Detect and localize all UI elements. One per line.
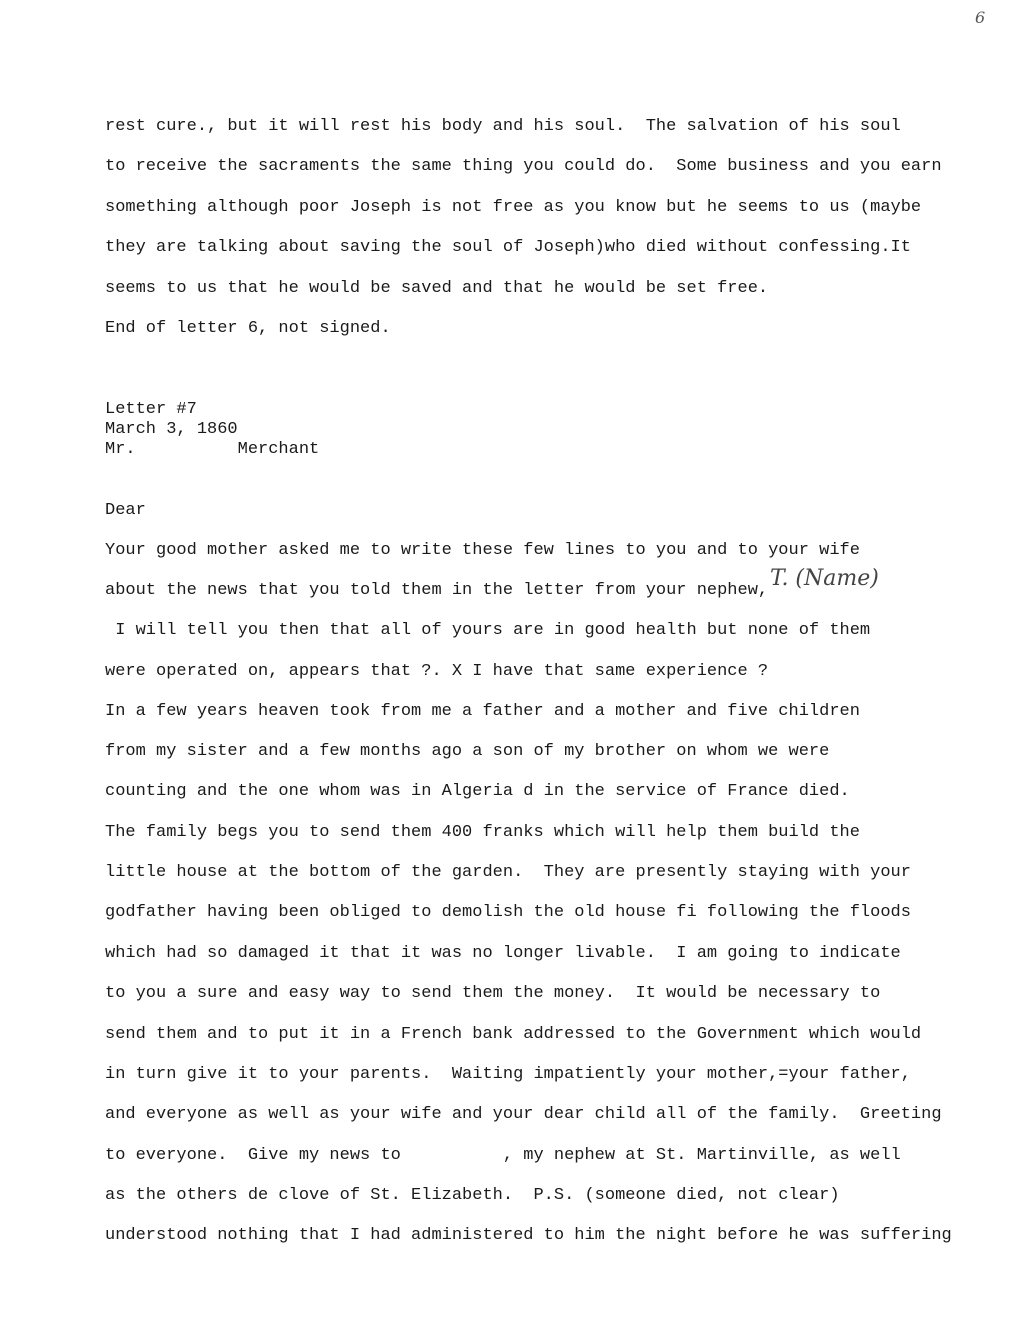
text-line: something although poor Joseph is not free as you know but he seems to us (maybe bbox=[105, 198, 922, 217]
text-line: rest cure., but it will rest his body and his soul. The salvation of his soul bbox=[105, 117, 901, 136]
body-line: were operated on, appears that ?. X I have that same experience ? bbox=[105, 662, 769, 681]
body-line: as the others de clove of St. Elizabeth. P.S. (someone died, not clear) bbox=[105, 1186, 840, 1205]
letter-number: Letter #7 bbox=[105, 400, 197, 419]
body-line: Your good mother asked me to write these few lines to you and to your wife bbox=[105, 541, 860, 560]
body-line: godfather having been obliged to demolish the old house fi following the floods bbox=[105, 903, 911, 922]
body-line: to you a sure and easy way to send them the money. It would be necessary to bbox=[105, 984, 881, 1003]
handwritten-annotation: T. (Name) bbox=[770, 566, 879, 591]
text-line: they are talking about saving the soul of Joseph)who died without confessing.It bbox=[105, 238, 911, 257]
page-number-mark: 6 bbox=[975, 8, 986, 27]
body-line: which had so damaged it that it was no longer livable. I am going to indicate bbox=[105, 944, 901, 963]
letter-date: March 3, 1860 bbox=[105, 420, 238, 439]
body-line: in turn give it to your parents. Waiting impatiently your mother,=your father, bbox=[105, 1065, 911, 1084]
letter-recipient: Mr. Merchant bbox=[105, 440, 320, 459]
body-line: from my sister and a few months ago a son of my brother on whom we were bbox=[105, 742, 830, 761]
text-line: to receive the sacraments the same thing you could do. Some business and you earn bbox=[105, 157, 942, 176]
body-line: In a few years heaven took from me a father and a mother and five children bbox=[105, 702, 860, 721]
text-line: seems to us that he would be saved and that he would be set free. bbox=[105, 279, 769, 298]
body-line: I will tell you then that all of yours are in good health but none of them bbox=[105, 621, 871, 640]
salutation: Dear bbox=[105, 501, 146, 520]
body-line: and everyone as well as your wife and your dear child all of the family. Greeting bbox=[105, 1105, 942, 1124]
body-line: to everyone. Give my news to , my nephew at St. Martinville, as well bbox=[105, 1146, 901, 1165]
letter-end-note: End of letter 6, not signed. bbox=[105, 319, 391, 338]
body-line: little house at the bottom of the garden. They are presently staying with your bbox=[105, 863, 911, 882]
body-line: about the news that you told them in the letter from your nephew, bbox=[105, 581, 769, 600]
body-line: understood nothing that I had administered to him the night before he was suffering bbox=[105, 1226, 952, 1245]
body-line: counting and the one whom was in Algeria d in the service of France died. bbox=[105, 782, 850, 801]
body-line: send them and to put it in a French bank addressed to the Government which would bbox=[105, 1025, 922, 1044]
body-line: The family begs you to send them 400 franks which will help them build the bbox=[105, 823, 860, 842]
